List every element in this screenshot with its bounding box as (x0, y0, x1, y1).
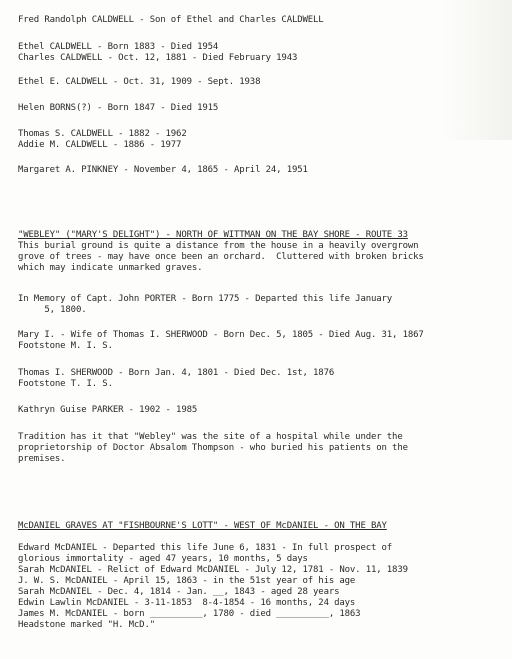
entry-sarah-mcdaniel: Sarah McDANIEL - Dec. 4, 1814 - Jan. __, 1843 - aged 28 years (18, 587, 340, 597)
webley-description-line-1: This burial ground is quite a distance from the house in a heavily overgrown (18, 241, 419, 251)
webley-description-line-3: which may indicate unmarked graves. (18, 263, 203, 273)
heading-fred-caldwell: Fred Randolph CALDWELL - Son of Ethel and Charles CALDWELL (18, 15, 324, 25)
webley-description-line-2: grove of trees - may have once been an orchard. Cluttered with broken bricks (18, 252, 424, 262)
entry-kathryn-parker: Kathryn Guise PARKER - 1902 - 1985 (18, 405, 198, 415)
entry-edward-mcdaniel: Edward McDANIEL - Departed this life June 6, 1831 - In full prospect of (18, 543, 393, 553)
entry-sarah-mcdaniel-relict: Sarah McDANIEL - Relict of Edward McDANIEL - July 12, 1781 - Nov. 11, 1839 (18, 565, 408, 575)
entry-margaret-pinkney: Margaret A. PINKNEY - November 4, 1865 - April 24, 1951 (18, 165, 308, 175)
section-heading-mcdaniel: McDANIEL GRAVES AT "FISHBOURNE'S LOTT" - WEST OF McDANIEL - ON THE BAY (18, 521, 387, 531)
entry-mary-i-sherwood: Mary I. - Wife of Thomas I. SHERWOOD - Born Dec. 5, 1805 - Died Aug. 31, 1867 (18, 330, 424, 340)
section-heading-webley: "WEBLEY" ("MARY'S DELIGHT") - NORTH OF WITTMAN ON THE BAY SHORE - ROUTE 33 (18, 230, 408, 240)
entry-thomas-i-sherwood: Thomas I. SHERWOOD - Born Jan. 4, 1801 - Died Dec. 1st, 1876 (18, 368, 335, 378)
footstone-tis: Footstone T. I. S. (18, 379, 113, 389)
entry-edward-mcdaniel-cont: glorious immortality - aged 47 years, 10 months, 5 days (18, 554, 308, 564)
entry-ethel-caldwell: Ethel CALDWELL - Born 1883 - Died 1954 (18, 42, 219, 52)
footstone-mis: Footstone M. I. S. (18, 341, 113, 351)
entry-thomas-s-caldwell: Thomas S. CALDWELL - 1882 - 1962 (18, 129, 187, 139)
entry-charles-caldwell: Charles CALDWELL - Oct. 12, 1881 - Died February 1943 (18, 53, 298, 63)
entry-ethel-e-caldwell: Ethel E. CALDWELL - Oct. 31, 1909 - Sept. 1938 (18, 77, 261, 87)
headstone-hmcd: Headstone marked "H. McD." (18, 620, 155, 630)
tradition-line-2: proprietorship of Doctor Absalom Thompson - who buried his patients on the (18, 443, 408, 453)
page-shadow (442, 0, 512, 140)
entry-addie-caldwell: Addie M. CALDWELL - 1886 - 1977 (18, 140, 182, 150)
entry-james-m-mcdaniel: James M. McDANIEL - born __________, 1780 - died __________, 1863 (18, 609, 361, 619)
entry-helen-borns: Helen BORNS(?) - Born 1847 - Died 1915 (18, 103, 219, 113)
tradition-line-1: Tradition has it that "Webley" was the site of a hospital while under the (18, 432, 403, 442)
entry-john-porter-cont: 5, 1800. (18, 305, 87, 315)
entry-jws-mcdaniel: J. W. S. McDANIEL - April 15, 1863 - in the 51st year of his age (18, 576, 356, 586)
tradition-line-3: premises. (18, 454, 66, 464)
entry-john-porter: In Memory of Capt. John PORTER - Born 1775 - Departed this life January (18, 294, 393, 304)
entry-edwin-lawlin-mcdaniel: Edwin Lawlin McDANIEL - 3-11-1853 8-4-1854 - 16 months, 24 days (18, 598, 356, 608)
